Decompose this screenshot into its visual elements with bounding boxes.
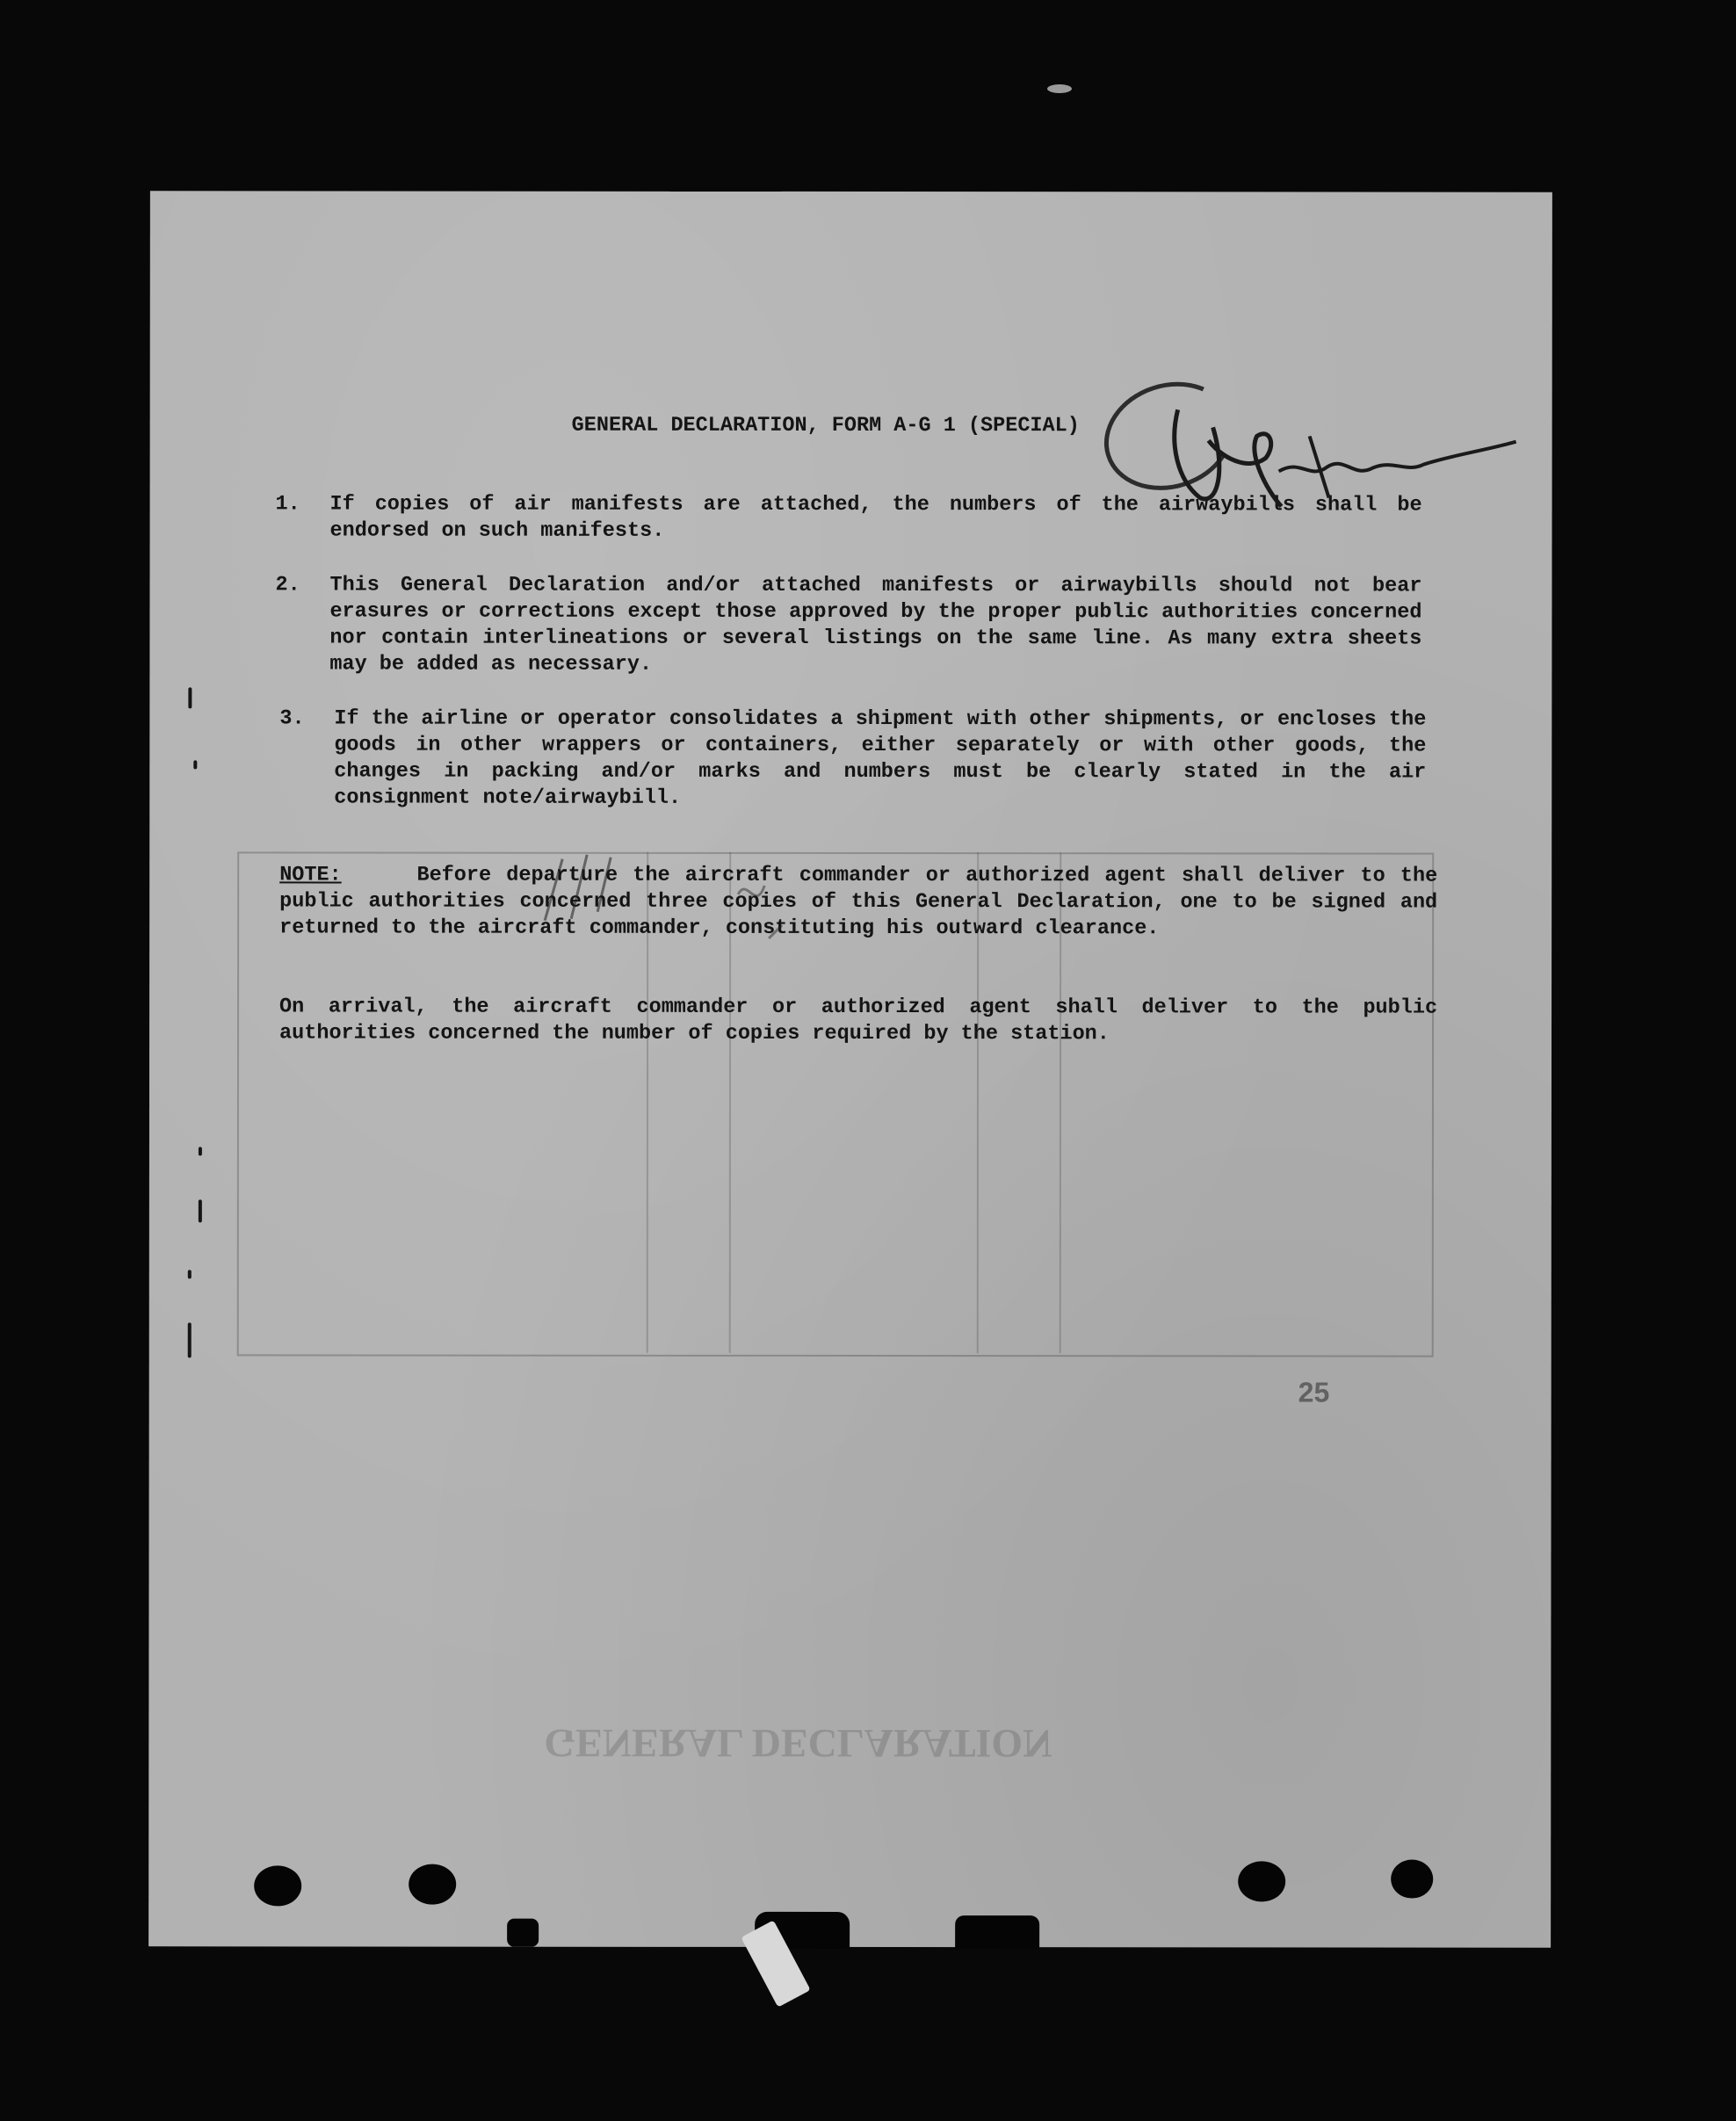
item-text: If copies of air manifests are attached, the numbers of the airwaybills shall be endorsed on such manifests.	[329, 492, 1422, 543]
document-page	[148, 191, 1552, 1947]
item-number: 3.	[279, 706, 305, 731]
dust-speck	[1047, 84, 1072, 93]
bleed-through-heading: GENERAL DECLARATION	[544, 1720, 1052, 1767]
instruction-item	[279, 706, 1426, 812]
note-paragraph	[279, 862, 1437, 942]
margin-mark	[199, 1199, 202, 1222]
item-number: 1.	[275, 492, 300, 517]
margin-mark	[188, 1270, 192, 1278]
item-text: This General Declaration and/or attached manifests or airwaybills should not bear erasures or corrections except those approved by the proper public authorities concerned nor contain interlineations or several listings on the same line. As many extra sheets may be added as necessary.	[329, 573, 1422, 677]
binder-clip	[507, 1919, 539, 1947]
instruction-item	[275, 572, 1421, 678]
item-text: If the airline or operator consolidates a shipment with other shipments, or encloses the goods in other wrappers or containers, either separately or with other goods, the changes in packing and/or marks and numbers must be clearly stated in the air consignment note/airwaybill.	[334, 706, 1427, 810]
arrival-paragraph: On arrival, the aircraft commander or authorized agent shall deliver to the public authorities concerned the number of copies required by the station.	[279, 995, 1438, 1046]
margin-mark	[193, 760, 197, 769]
margin-mark	[188, 687, 192, 708]
punch-hole	[409, 1864, 456, 1905]
note-label: NOTE:	[279, 863, 342, 887]
page-number: 25	[1298, 1376, 1330, 1408]
punch-hole	[1391, 1860, 1433, 1899]
punch-hole	[254, 1865, 301, 1906]
note-text: Before departure the aircraft commander or authorized agent shall deliver to the public authorities concerned three copies of this General Declaration, one to be signed and returned to the aircraft commander, constituting his outward clearance.	[279, 863, 1438, 941]
margin-mark	[199, 1147, 202, 1155]
form-title: GENERAL DECLARATION, FORM A-G 1 (SPECIAL)	[571, 413, 1080, 438]
item-number: 2.	[275, 573, 300, 597]
margin-mark	[188, 1322, 192, 1357]
signature	[1046, 374, 1521, 550]
punch-hole	[1238, 1861, 1285, 1901]
binder-clip	[955, 1915, 1039, 1949]
pencil-marks	[518, 842, 799, 947]
